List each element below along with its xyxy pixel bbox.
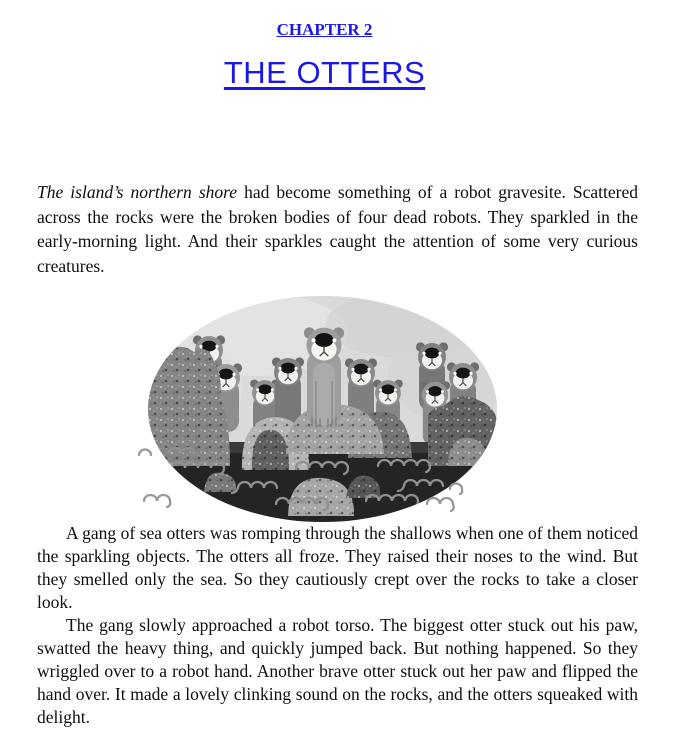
chapter-title-link[interactable]: THE OTTERS bbox=[223, 55, 426, 91]
paragraph-1-lead-italic: The island’s northern shore bbox=[37, 182, 238, 203]
paragraph-1 bbox=[37, 180, 638, 278]
chapter-link[interactable]: CHAPTER 2 bbox=[276, 20, 373, 39]
otters-illustration bbox=[148, 296, 497, 522]
big-otter bbox=[304, 328, 344, 428]
paragraph-2: A gang of sea otters was romping through the shallows when one of them noticed the sparkling objects. The otters all froze. They raised their noses to the wind. But they smelled only the sea. So they cautiously crept over the rocks to take a closer look. bbox=[37, 523, 638, 613]
paragraph-3: The gang slowly approached a robot torso. The biggest otter stuck out his paw, swatted the heavy thing, and quickly jumped back. But nothing happened. So they wriggled over to a robot hand. Another brave otter stuck out her paw and flipped the hand over. It made a lovely clinking sound on the rocks, and the otters squeaked with delight. bbox=[37, 615, 638, 728]
paragraph-1-rest: had become something of a robot gravesite. Scattered across the rocks were the broken bodies of four dead robots. They sparkled in the early-morning light. And their sparkles caught the attention of some very curious creatures. bbox=[37, 182, 638, 276]
otters-illustration-svg bbox=[148, 296, 497, 522]
page-content bbox=[0, 180, 675, 729]
otter bbox=[272, 358, 304, 427]
chapter-heading-block bbox=[0, 0, 649, 91]
